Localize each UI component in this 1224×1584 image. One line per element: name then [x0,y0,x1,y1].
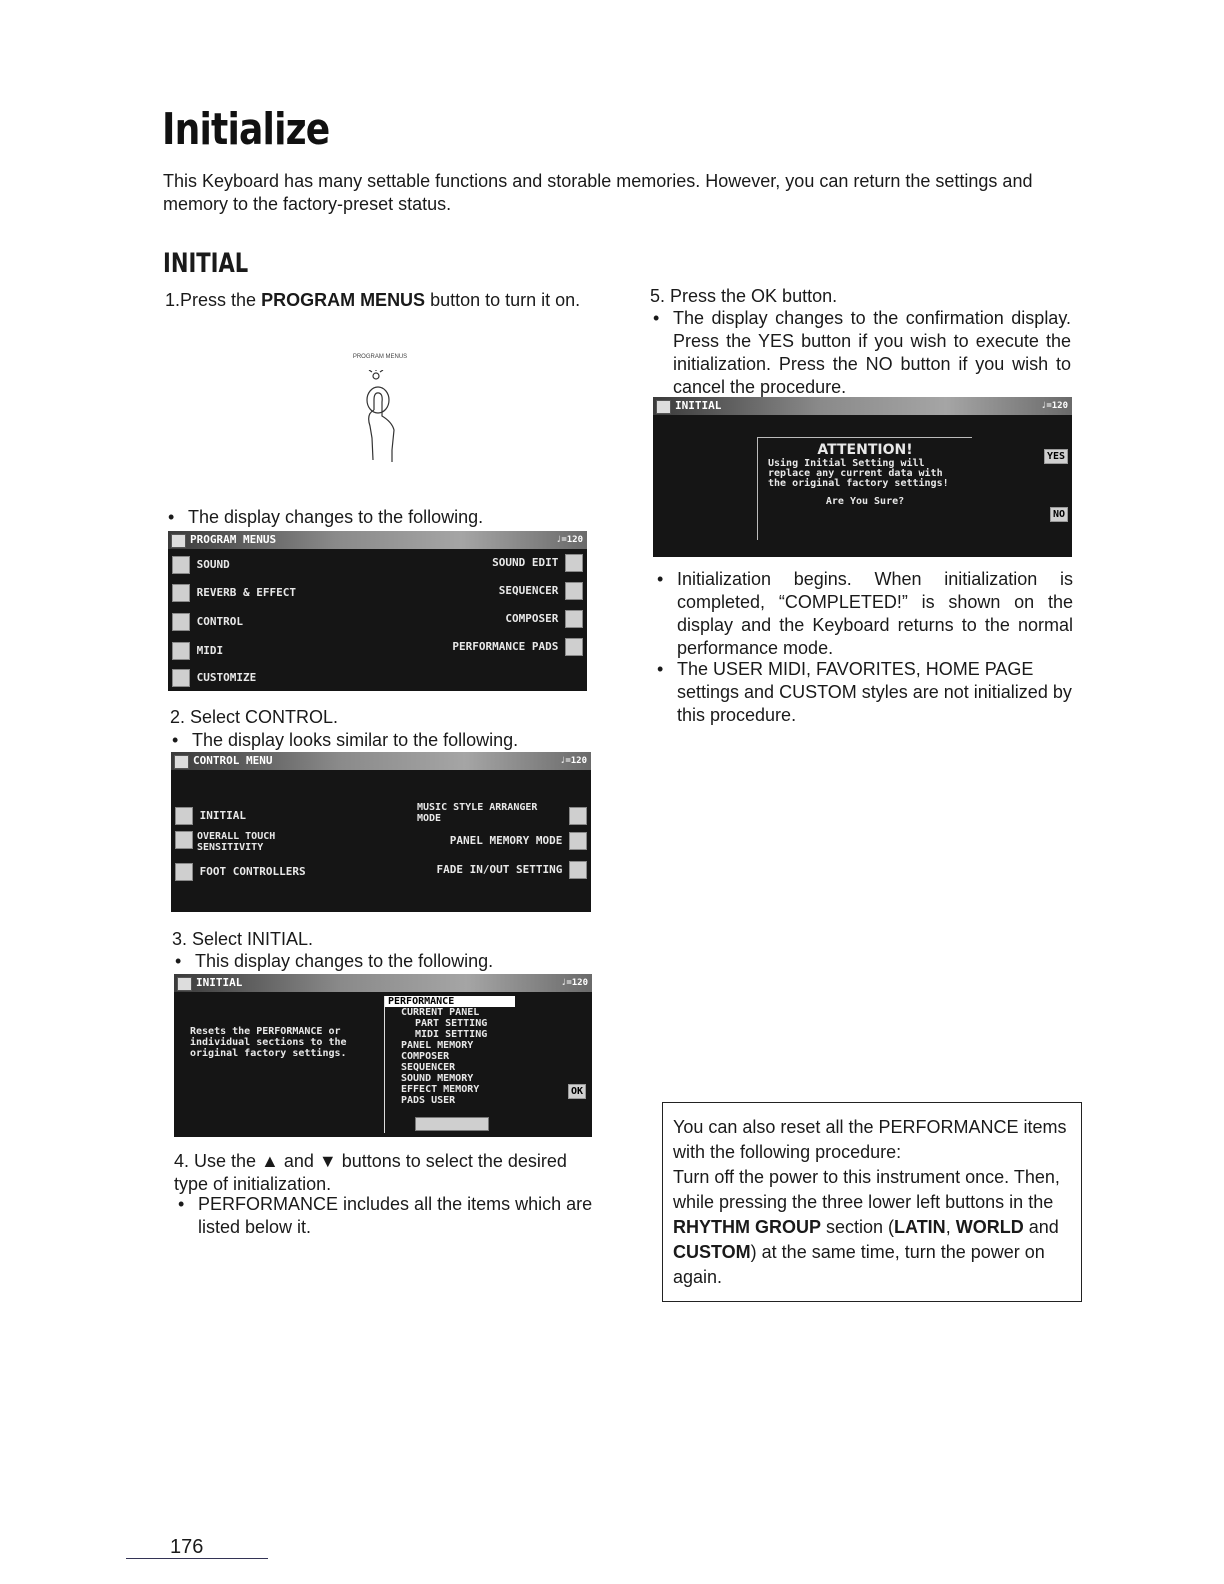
list-item[interactable]: PADS USER [401,1095,456,1106]
page-title: Initialize [162,104,330,155]
initial-icon [175,807,193,825]
scroll-arrows-icon[interactable] [415,1117,489,1131]
are-you-sure: Are You Sure? [825,496,905,507]
program-menus-button-label: PROGRAM MENUS [352,354,408,360]
list-item[interactable]: COMPOSER [401,1051,450,1062]
menu-item-fade-in-out[interactable]: FADE IN/OUT SETTING [437,861,587,879]
menu-item-music-style-arranger[interactable]: MUSIC STYLE ARRANGER MODE [417,802,538,824]
menu-item-panel-memory-mode[interactable]: PANEL MEMORY MODE [450,832,587,850]
page-number: 176 [170,1536,204,1558]
bullet-performance-includes: • PERFORMANCE includes all the items which are listed below it. [198,1193,598,1239]
intro-paragraph: This Keyboard has many settable functions and storable memories. However, you can return the settings and memory to the factory-preset status. [163,171,1033,214]
lcd-confirmation [653,397,1072,557]
menu-item-reverb-effect[interactable]: REVERB & EFFECT [172,584,296,602]
menu-item-sequencer[interactable]: SEQUENCER [499,582,583,600]
menu-item-initial[interactable]: INITIAL [175,807,246,825]
sound-edit-icon [565,554,583,572]
fade-icon [569,861,587,879]
lcd-title: PROGRAM MENUS [190,533,277,546]
sequencer-icon [565,582,583,600]
foot-icon [175,863,193,881]
lcd-title: INITIAL [675,399,722,412]
no-button[interactable]: NO [1050,507,1068,522]
attention-message: Using Initial Setting will replace any current data with the original factory settings! [768,458,949,489]
sound-icon [172,556,190,574]
list-item[interactable]: MIDI SETTING [415,1029,488,1040]
menu-item-touch-sensitivity[interactable]: OVERALL TOUCH SENSITIVITY [175,831,305,853]
note-box [662,1102,1082,1302]
menu-item-performance-pads[interactable]: PERFORMANCE PADS [452,638,583,656]
step-4: 4. Use the ▲ and ▼ buttons to select the desired type of initialization. [174,1151,567,1194]
page-number-rule [126,1558,268,1559]
initial-description: Resets the PERFORMANCE or individual sections to the original factory settings. [190,1026,347,1059]
tempo: ♩=120 [560,978,588,988]
reverb-icon [172,584,190,602]
menu-item-foot-controllers[interactable]: FOOT CONTROLLERS [175,863,306,881]
section-heading: INITIAL [163,248,249,279]
menu-item-sound[interactable]: SOUND [172,556,230,574]
step-5: 5. Press the OK button. [650,286,838,306]
step-1: 1.Press the PROGRAM MENUS button to turn it on. [165,290,581,310]
panel-memory-icon [569,832,587,850]
customize-icon [172,669,190,687]
lcd-program-menus [168,531,587,691]
arranger-icon [569,807,587,825]
menu-item-sound-edit[interactable]: SOUND EDIT [492,554,583,572]
tempo: ♩=120 [555,535,583,545]
step-3: 3. Select INITIAL. [172,929,314,949]
attention-title: ATTENTION! [817,442,913,458]
menu-item-control[interactable]: CONTROL [172,613,243,631]
attention-dialog [757,437,972,540]
bullet-confirmation-display: • The display changes to the confirmation display. Press the YES button if you wish to execute the initialization. Press the NO button if you wish to cancel the procedure. [673,307,1071,399]
list-item[interactable]: CURRENT PANEL [401,1007,480,1018]
midi-icon [172,642,190,660]
list-item[interactable]: PART SETTING [415,1018,488,1029]
bullet-display-changes: • The display changes to the following. [188,506,618,529]
note-text-2: Turn off the power to this instrument once. Then, while pressing the three lower left buttons in the RHYTHM GROUP section (LATIN, WORLD and CUSTOM) at the same time, turn the power on again. [673,1167,1060,1287]
composer-icon [565,610,583,628]
touch-icon [175,831,193,849]
bullet-display-looks: • The display looks similar to the following. [192,729,622,752]
pads-icon [565,638,583,656]
list-item[interactable]: EFFECT MEMORY [401,1084,480,1095]
bullet-not-initialized: • The USER MIDI, FAVORITES, HOME PAGE settings and CUSTOM styles are not initialized by this procedure. [677,658,1073,727]
menu-item-midi[interactable]: MIDI [172,642,223,660]
note-text-1: You can also reset all the PERFORMANCE items with the following procedure: [673,1117,1067,1162]
menu-icon [177,977,192,991]
tempo: ♩=120 [559,756,587,766]
control-icon [172,613,190,631]
bullet-this-display: • This display changes to the following. [195,950,625,973]
menu-icon [174,755,189,769]
list-item[interactable]: SOUND MEMORY [401,1073,474,1084]
lcd-control-menu [171,752,591,912]
lcd-title: INITIAL [196,976,243,989]
up-arrow-icon: ▲ [261,1151,279,1171]
down-arrow-icon: ▼ [318,1151,337,1171]
bullet-initialization-begins: • Initialization begins. When initialization is completed, “COMPLETED!” is shown on the display and the Keyboard returns to the normal performance mode. [677,568,1073,660]
menu-icon [171,534,186,548]
ok-button[interactable]: OK [568,1084,586,1099]
menu-icon [656,400,671,414]
lcd-title: CONTROL MENU [193,754,273,767]
finger-press-icon [352,370,412,466]
yes-button[interactable]: YES [1044,449,1068,464]
lcd-initial [174,974,592,1137]
list-item-performance[interactable]: PERFORMANCE [385,996,515,1007]
initialize-type-list[interactable] [384,996,515,1133]
tempo: ♩=120 [1040,401,1068,411]
step-2: 2. Select CONTROL. [170,707,339,727]
list-item[interactable]: SEQUENCER [401,1062,456,1073]
list-item[interactable]: PANEL MEMORY [401,1040,474,1051]
menu-item-composer[interactable]: COMPOSER [505,610,583,628]
menu-item-customize[interactable]: CUSTOMIZE [172,669,256,687]
